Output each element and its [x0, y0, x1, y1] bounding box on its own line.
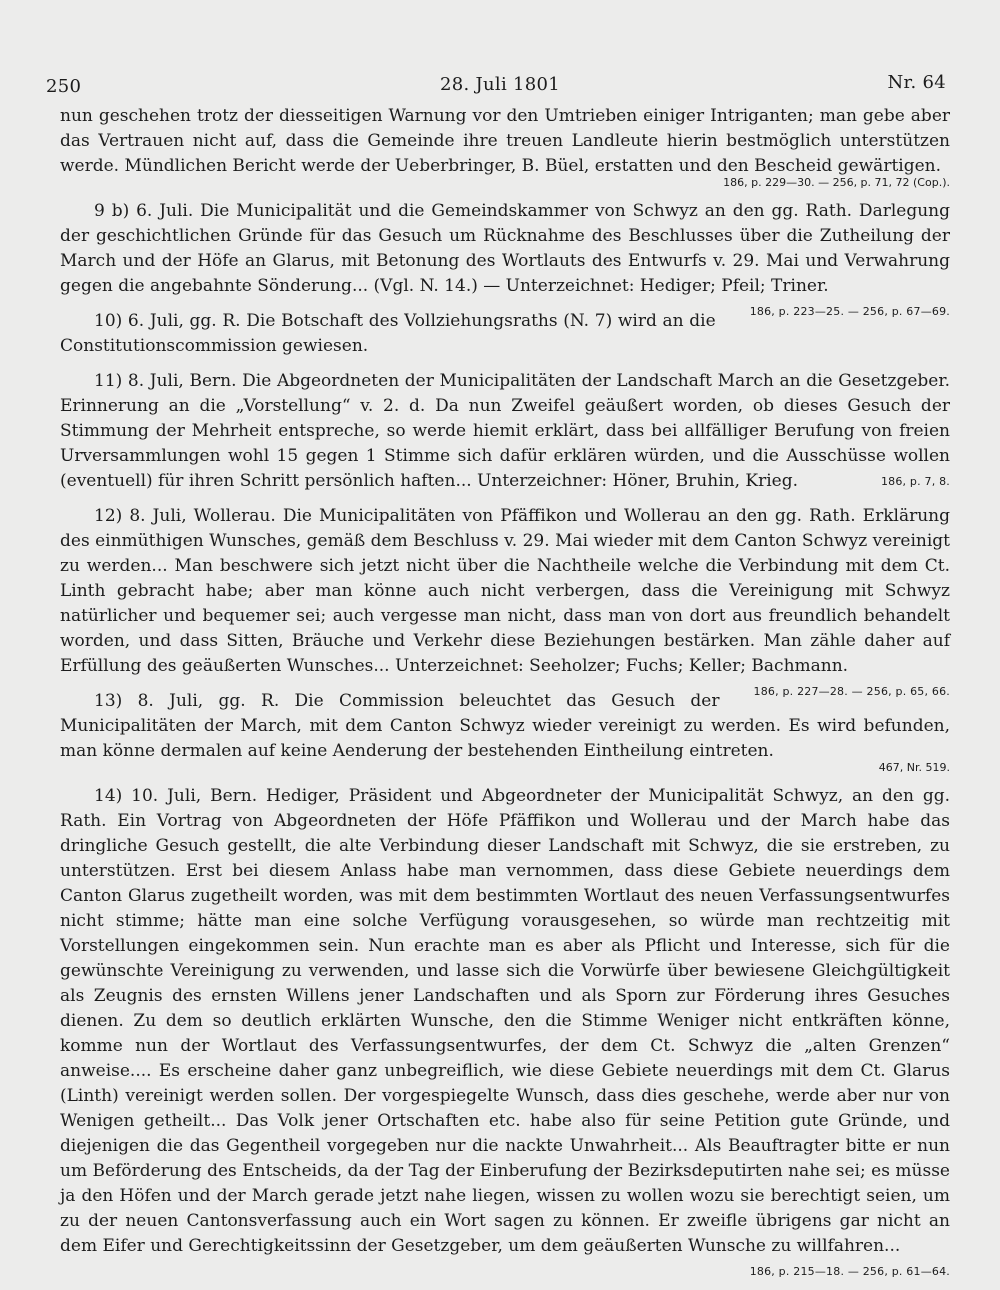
- entry-text: 14) 10. Juli, Bern. Hediger, Präsident und Abgeordneter der Municipalität Schwyz, an den gg. Rath. Ein Vortrag von Abgeordneten der Höfe Pfäffikon und Wollerau und der March habe das dringliche Gesuch gestellt, die alte Verbindung dieser Landschaft mit Schwyz, die sie erstreben, zu unterstützen. Erst bei diesem Anlass habe man vernommen, dass diese Gebiete neuerdings dem Canton Glarus zugetheilt worden, was mit dem bestimmten Wortlaut des neuen Verfassungsentwurfes nicht stimme; hätte man eine solche Verfügung vorausgesehen, so würde man rechtzeitig mit Vorstellungen eingekommen sein. Nun erachte man es aber als Pflicht und Interesse, sich für die gewünschte Vereinigung zu verwenden, und lasse sich die Vorwürfe über bewiesene Gleichgültigkeit als Zeugnis des ernsten Willens jener Landschaften und als Sporn zur Förderung ihres Gesuches dienen. Zu dem so deutlich erklärten Wunsche, den die Stimme Weniger nicht entkräften könne, komme nun der Wortlaut des Verfassungsentwurfes, der dem Ct. Schwyz die „alten Grenzen“ anweise.... Es erscheine daher ganz unbegreiflich, wie diese Gebiete neuerdings mit dem Ct. Glarus (Linth) vereinigt werden sollen. Der vorgespiegelte Wunsch, dass dies geschehe, werde aber nur von Wenigen getheilt... Das Volk jener Ortschaften etc. habe also für seine Petition gute Gründe, und diejenigen die das Gegentheil vorgegeben nur die nackte Unwahrheit... Als Beauftragter bitte er nun um Beförderung des Entscheids, da der Tag der Einberufung der Bezirksdeputirten nahe sei; es müsse ja den Höfen und der March gerade jetzt nahe liegen, wissen zu wollen wozu sie berechtigt seien, um zu der neuen Cantonsverfassung auch ein Wort sagen zu können. Er zweifle übrigens gar nicht an dem Eifer und Gerechtigkeitssinn der Gesetzgeber, um dem geäußerten Wunsche zu willfahren...: [60, 786, 950, 1256]
- document-number: Nr. 64: [887, 72, 946, 93]
- source-reference: 186, p. 227—28. — 256, p. 65, 66.: [753, 685, 950, 698]
- entry-9b: [60, 199, 950, 318]
- source-reference: 186, p. 7, 8.: [880, 475, 950, 488]
- entry-12: [60, 504, 950, 698]
- running-header-date: 28. Juli 1801: [439, 74, 561, 95]
- entry-text: 9 b) 6. Juli. Die Municipalität und die Gemeindskammer von Schwyz an den gg. Rath. Darlegung der geschichtlichen Gründe für das Gesuch um Rücknahme des Beschlusses über die Zutheilung der March und der Höfe an Glarus, mit Betonung des Wortlauts des Entwurfs v. 29. Mai und Verwahrung gegen die angebahnte Sönderung... (Vgl. N. 14.) — Unterzeichnet: Hediger; Pfeil; Triner.: [60, 201, 950, 296]
- source-reference: 186, p. 229—30. — 256, p. 71, 72 (Cop.).: [723, 176, 950, 189]
- entry-text: nun geschehen trotz der diesseitigen Warnung vor den Umtrieben einiger Intriganten; man gebe aber das Vertrauen nicht auf, dass die Gemeinde ihre treuen Landleute hierin bestmöglich unterstützen werde. Mündlichen Bericht werde der Ueberbringer, B. Büel, erstatten und den Bescheid gewärtigen.: [60, 106, 950, 176]
- entry-continuation: [60, 104, 950, 179]
- entry-text: 13) 8. Juli, gg. R. Die Commission beleuchtet das Gesuch der Municipalitäten der March, mit dem Canton Schwyz wieder vereinigt zu werden. Es wird befunden, man könne dermalen auf keine Aenderung der bestehenden Eintheilung eintreten.: [60, 691, 950, 761]
- entry-11: [60, 369, 950, 494]
- entry-text: 10) 6. Juli, gg. R. Die Botschaft des Vollziehungsraths (N. 7) wird an die Constitutionscommission gewiesen.: [60, 311, 716, 356]
- entry-text: 12) 8. Juli, Wollerau. Die Municipalitäten von Pfäffikon und Wollerau an den gg. Rath. Erklärung des einmüthigen Wunsches, gemäß dem Beschluss v. 29. Mai wieder mit dem Canton Schwyz vereinigt zu werden... Man beschwere sich jetzt nicht über die Nachtheile welche die Verbindung mit dem Ct. Linth gebracht habe; aber man könne auch nicht verbergen, dass die Vereinigung mit Schwyz natürlicher und bequemer sei; auch vergesse man nicht, dass man von dort aus freundlich behandelt worden, und dass Sitten, Bräuche und Verkehr diese Beziehungen bestärken. Man zähle daher auf Erfüllung des geäußerten Wunsches... Unterzeichnet: Seeholzer; Fuchs; Keller; Bachmann.: [60, 506, 950, 676]
- source-reference: 186, p. 223—25. — 256, p. 67—69.: [749, 305, 950, 318]
- page-number: 250: [46, 76, 82, 97]
- source-reference: 467, Nr. 519.: [878, 761, 950, 774]
- entry-text: 11) 8. Juli, Bern. Die Abgeordneten der Municipalitäten der Landschaft March an die Gesetzgeber. Erinnerung an die „Vorstellung“ v. 2. d. Da nun Zweifel geäußert worden, ob dieses Gesuch der Stimmung der Mehrheit entspreche, so werde hiemit erklärt, dass bei allfälliger Berufung von freien Urversammlungen wohl 15 gegen 1 Stimme sich dafür erklären würden, und die Ausschüsse wollen (eventuell) für ihren Schritt persönlich haften... Unterzeichner: Höner, Bruhin, Krieg.: [60, 371, 950, 491]
- entry-14: [60, 784, 950, 1278]
- source-reference: 186, p. 215—18. — 256, p. 61—64.: [749, 1265, 950, 1278]
- document-body: [60, 104, 950, 1284]
